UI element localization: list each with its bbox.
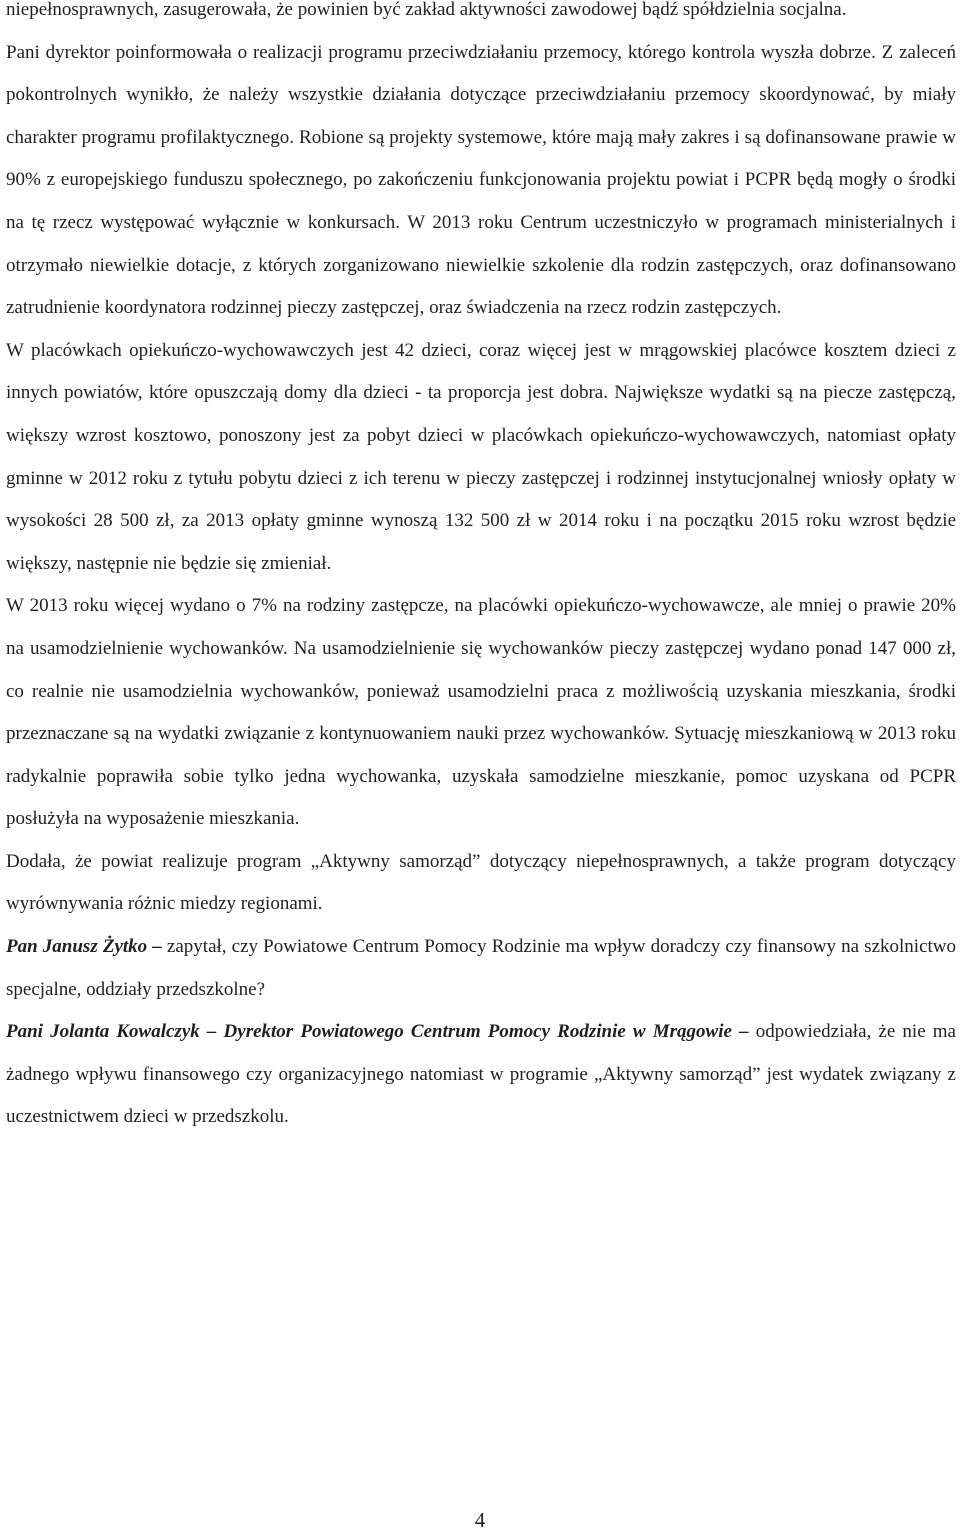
paragraph-3: W placówkach opiekuńczo-wychowawczych jest 42 dzieci, coraz więcej jest w mrągowskiej placówce kosztem dzieci z innych powiatów, które opuszczają domy dla dzieci - ta proporcja jest dobra. Największe wydatki są na piecze zastępczą, większy wzrost kosztowo, ponoszony jest za pobyt dzieci w placówkach opiekuńczo-wychowawczych, natomiast opłaty gminne w 2012 roku z tytułu pobytu dzieci z ich terenu w pieczy zastępczej i rodzinnej instytucjonalnej wniosły opłaty w wysokości 28 500 zł, za 2013 opłaty gminne wynoszą 132 500 zł w 2014 roku i na początku 2015 roku wzrost będzie większy, następnie nie będzie się zmieniał. [6, 339, 956, 574]
speech-text: odpowiedziała, że nie ma żadnego wpływu finansowego czy organizacyjnego natomiast w programie „Aktywny samorząd” jest wydatek związany z uczestnictwem dzieci w przedszkolu. [6, 1021, 956, 1128]
paragraph-2: Pani dyrektor poinformowała o realizacji programu przeciwdziałaniu przemocy, którego kontrola wyszła dobrze. Z zaleceń pokontrolnych wynikło, że należy wszystkie działania dotyczące przeciwdziałaniu przemocy skoordynować, by miały charakter programu profilaktycznego. Robione są projekty systemowe, które mają mały zakres i są dofinansowane prawie w 90% z europejskiego funduszu społecznego, po zakończeniu funkcjonowania projektu powiat i PCPR będą mogły o środki na tę rzecz występować wyłącznie w konkursach. W 2013 roku Centrum uczestniczyło w programach ministerialnych i otrzymało niewielkie dotacje, z których zorganizowano niewielkie szkolenie dla rodzin zastępczych, oraz dofinansowano zatrudnienie koordynatora rodzinnej pieczy zastępczej, oraz świadczenia na rzecz rodzin zastępczych. [6, 41, 956, 319]
paragraph-5: Dodała, że powiat realizuje program „Aktywny samorząd” dotyczący niepełnosprawnych, a także program dotyczący wyrównywania różnic miedzy regionami. [6, 850, 956, 915]
document-body [6, 0, 956, 1139]
paragraph-4: W 2013 roku więcej wydano o 7% na rodziny zastępcze, na placówki opiekuńczo-wychowawcze, ale mniej o prawie 20% na usamodzielnienie wychowanków. Na usamodzielnienie się wychowanków pieczy zastępczej wydano ponad 147 000 zł, co realnie nie usamodzielnia wychowanków, ponieważ usamodzielni praca z możliwością uzyskania mieszkania, środki przeznaczane są na wydatki związanie z kontynuowaniem nauki przez wychowanków. Sytuację mieszkaniową w 2013 roku radykalnie poprawiła sobie tylko jedna wychowanka, uzyskała samodzielne mieszkanie, pomoc uzyskana od PCPR posłużyła na wyposażenie mieszkania. [6, 595, 956, 830]
paragraph-1: niepełnosprawnych, zasugerowała, że powinien być zakład aktywności zawodowej bądź spółdzielnia socjalna. [6, 0, 847, 20]
page-number: 4 [474, 1508, 486, 1532]
speech-zytko [6, 926, 956, 1011]
speaker-name: Pani Jolanta Kowalczyk – Dyrektor Powiatowego Centrum Pomocy Rodzinie w Mrągowie – [6, 1021, 749, 1043]
speech-text: zapytał, czy Powiatowe Centrum Pomocy Rodzinie ma wpływ doradczy czy finansowy na szkolnictwo specjalne, oddziały przedszkolne? [6, 936, 956, 1000]
speaker-name: Pan Janusz Żytko – [6, 936, 162, 958]
speech-kowalczyk [6, 1011, 956, 1139]
